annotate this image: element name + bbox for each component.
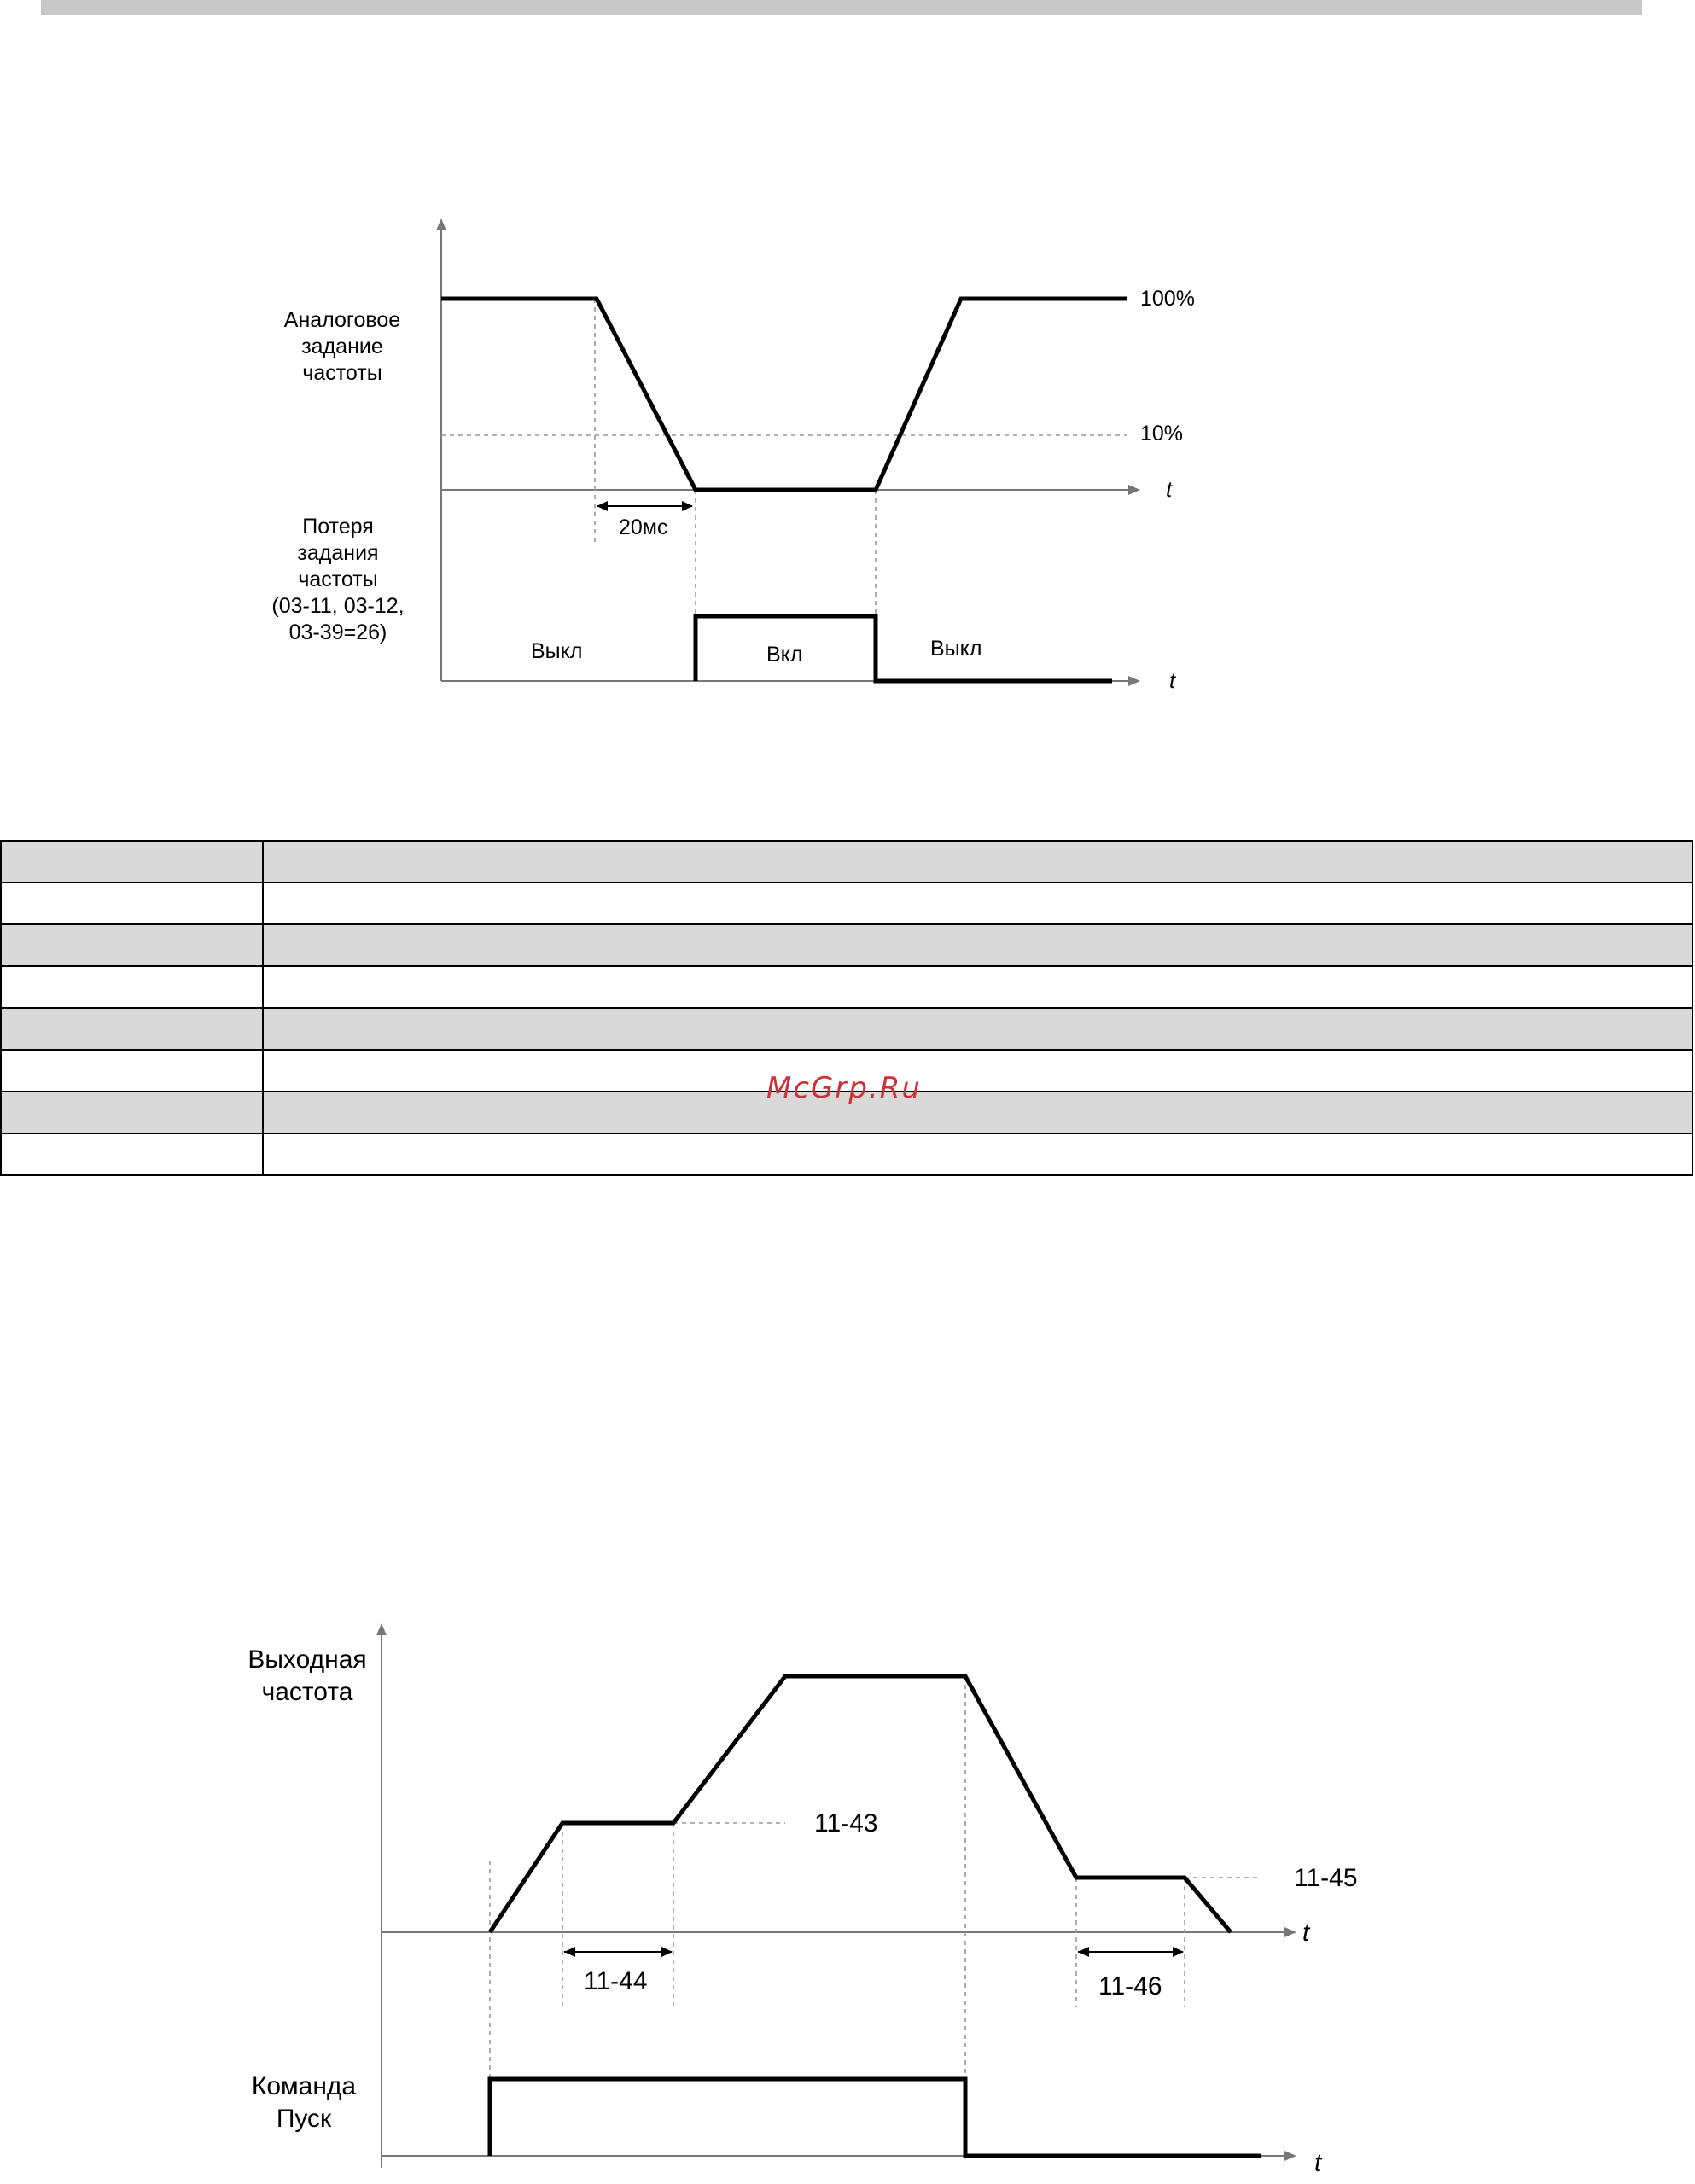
table-cell-key xyxy=(1,1092,263,1133)
signal-label-line1: Аналоговое xyxy=(283,308,401,332)
run-t-label: t xyxy=(1314,2149,1322,2177)
frequency-t-axis-arrow xyxy=(1284,1927,1296,1937)
param-1143-label: 11-43 xyxy=(814,1809,878,1837)
table-row xyxy=(1,882,1692,924)
param-1146-label: 11-46 xyxy=(1098,1972,1162,2001)
table-cell-value xyxy=(263,1092,1692,1133)
table-row xyxy=(1,924,1692,966)
run-label-line2: Пуск xyxy=(276,2105,332,2133)
table-row xyxy=(1,841,1692,882)
table-cell-key xyxy=(1,1133,263,1175)
dwell-diagram xyxy=(0,1579,1695,2176)
y-axis-arrow xyxy=(436,218,446,230)
lower-t-axis-arrow xyxy=(1128,676,1140,686)
upper-t-axis-arrow xyxy=(1128,485,1140,495)
param-1145-label: 11-45 xyxy=(1294,1864,1358,1892)
frequency-loss-diagram xyxy=(0,0,1695,768)
table-cell-key xyxy=(1,966,263,1008)
table-cell-value xyxy=(263,966,1692,1008)
delay-arrow-right xyxy=(682,501,693,511)
table-row xyxy=(1,966,1692,1008)
state-off-after: Выкл xyxy=(930,637,982,661)
loss-signal-trace xyxy=(696,616,1112,681)
watermark: McGrp.Ru xyxy=(766,1071,922,1105)
state-on: Вкл xyxy=(766,643,803,667)
frequency-t-label: t xyxy=(1302,1919,1310,1947)
param-1144-label: 11-44 xyxy=(584,1967,648,1995)
table-row xyxy=(1,1008,1692,1050)
table-cell-value xyxy=(263,1133,1692,1175)
analog-reference-trace xyxy=(441,299,1127,490)
upper-t-label: t xyxy=(1166,476,1173,502)
table-cell-value xyxy=(263,882,1692,924)
loss-label-line1: Потеря xyxy=(302,515,374,539)
table-row xyxy=(1,1133,1692,1175)
interval-1146-right xyxy=(1173,1947,1184,1957)
loss-label-line2: задания xyxy=(297,541,379,565)
table-cell-key xyxy=(1,924,263,966)
loss-label-line5: 03-39=26) xyxy=(288,620,387,644)
y-axis-2-arrow xyxy=(376,1623,387,1635)
table-cell-value xyxy=(263,1050,1692,1092)
loss-label-line3: частоты xyxy=(298,568,378,591)
parameter-table-body xyxy=(1,841,1692,1175)
table-cell-value xyxy=(263,841,1692,882)
level-10-label: 10% xyxy=(1140,422,1184,446)
delay-arrow-left xyxy=(597,501,608,511)
table-cell-key xyxy=(1,1050,263,1092)
output-label-line2: частота xyxy=(261,1678,353,1706)
loss-label-line4: (03-11, 03-12, xyxy=(271,594,405,618)
table-cell-value xyxy=(263,924,1692,966)
run-command-trace xyxy=(490,2079,1261,2156)
run-label-line1: Команда xyxy=(251,2072,357,2100)
table-cell-key xyxy=(1,882,263,924)
signal-label-line2: задание xyxy=(301,335,383,358)
delay-label: 20мс xyxy=(619,515,668,539)
interval-1146-left xyxy=(1078,1947,1089,1957)
parameter-table xyxy=(0,840,1693,1176)
signal-label-line3: частоты xyxy=(302,361,382,385)
output-label-line1: Выходная xyxy=(248,1645,367,1674)
table-cell-value xyxy=(263,1008,1692,1050)
table-cell-key xyxy=(1,1008,263,1050)
run-t-axis-arrow xyxy=(1284,2151,1296,2161)
state-off-before: Выкл xyxy=(531,639,583,663)
lower-t-label: t xyxy=(1169,667,1176,693)
output-frequency-trace xyxy=(490,1676,1231,1932)
table-cell-key xyxy=(1,841,263,882)
interval-1144-left xyxy=(564,1947,575,1957)
level-100-label: 100% xyxy=(1140,287,1195,311)
interval-1144-right xyxy=(661,1947,673,1957)
